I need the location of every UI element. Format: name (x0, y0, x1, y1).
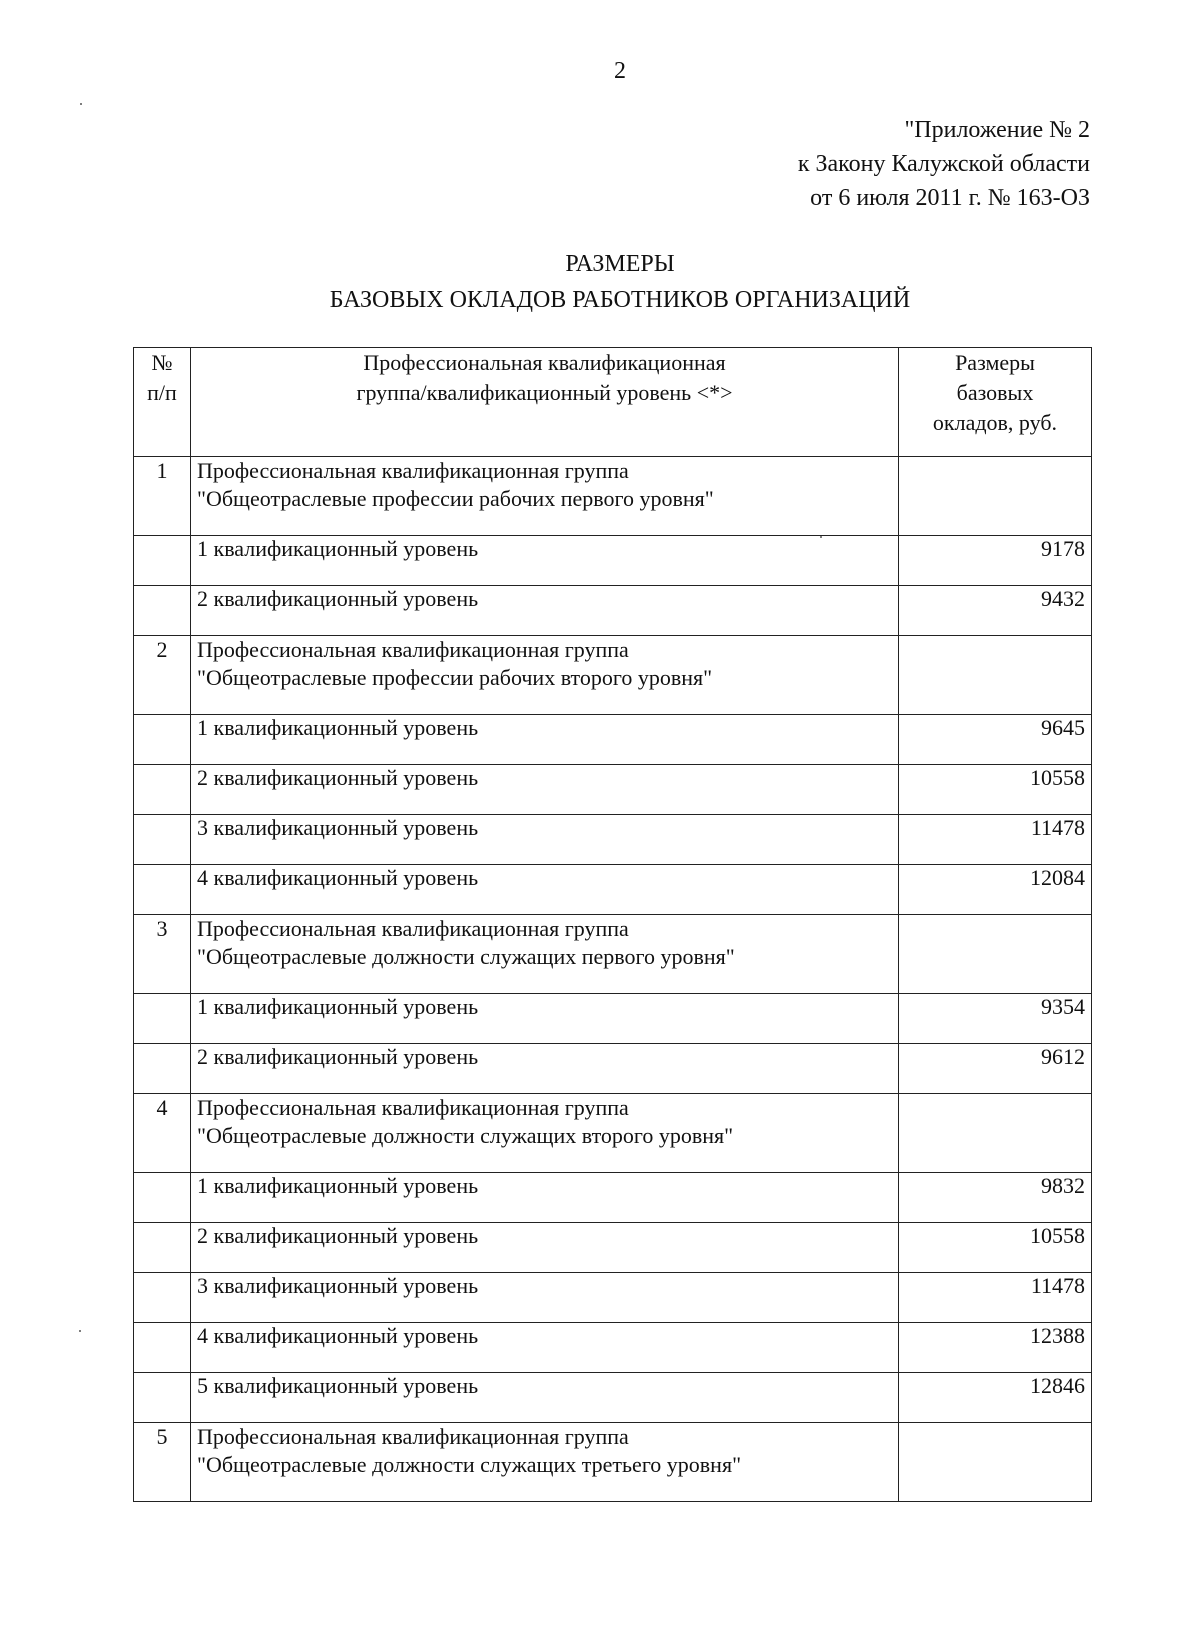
salary-value: 9354 (899, 994, 1092, 1044)
row-number: 5 (134, 1423, 191, 1502)
header-group-level (191, 348, 899, 457)
group-row (134, 915, 1092, 994)
group-title: Профессиональная квалификационная группа (197, 916, 629, 941)
level-row (134, 536, 1092, 586)
header-text: Профессиональная квалификационная (363, 350, 726, 375)
salary-value: 10558 (899, 1223, 1092, 1273)
group-title: Профессиональная квалификационная группа (197, 1424, 629, 1449)
level-row (134, 715, 1092, 765)
row-number (134, 1273, 191, 1323)
group-row (134, 636, 1092, 715)
header-number (134, 348, 191, 457)
row-number: 4 (134, 1094, 191, 1173)
level-label: 3 квалификационный уровень (191, 1273, 899, 1323)
salary-value: 9432 (899, 586, 1092, 636)
level-label: 3 квалификационный уровень (191, 815, 899, 865)
group-name (191, 636, 899, 715)
level-label: 1 квалификационный уровень (191, 994, 899, 1044)
row-number (134, 1044, 191, 1094)
level-row (134, 1323, 1092, 1373)
header-text: базовых (956, 380, 1034, 405)
header-text: п/п (147, 380, 177, 405)
group-name (191, 1094, 899, 1173)
header-text: окладов, руб. (932, 410, 1058, 435)
level-label: 1 квалификационный уровень (191, 1173, 899, 1223)
row-number: 3 (134, 915, 191, 994)
level-label: 4 квалификационный уровень (191, 865, 899, 915)
group-title: Профессиональная квалификационная группа (197, 637, 629, 662)
salary-value (899, 915, 1092, 994)
group-name (191, 1423, 899, 1502)
level-row (134, 1373, 1092, 1423)
level-label: 2 квалификационный уровень (191, 1223, 899, 1273)
salary-value: 12388 (899, 1323, 1092, 1373)
salary-value (899, 457, 1092, 536)
salary-value: 12084 (899, 865, 1092, 915)
table-header-row (134, 348, 1092, 457)
group-row (134, 1094, 1092, 1173)
group-row (134, 1423, 1092, 1502)
group-subtitle: "Общеотраслевые должности служащих первого уровня" (197, 944, 735, 969)
scan-speck (79, 1330, 81, 1332)
level-row (134, 815, 1092, 865)
salary-value: 10558 (899, 765, 1092, 815)
row-number (134, 765, 191, 815)
table-body (134, 457, 1092, 1502)
scan-speck (820, 536, 822, 538)
level-row (134, 865, 1092, 915)
group-subtitle: "Общеотраслевые должности служащих второго уровня" (197, 1123, 734, 1148)
group-subtitle: "Общеотраслевые профессии рабочих второго уровня" (197, 665, 713, 690)
appendix-line: от 6 июля 2011 г. № 163-ОЗ (810, 185, 1090, 211)
row-number (134, 1173, 191, 1223)
salary-value (899, 1423, 1092, 1502)
level-row (134, 1044, 1092, 1094)
row-number (134, 815, 191, 865)
level-label: 2 квалификационный уровень (191, 586, 899, 636)
row-number (134, 865, 191, 915)
salary-table (133, 347, 1092, 1502)
row-number (134, 1373, 191, 1423)
group-title: Профессиональная квалификационная группа (197, 458, 629, 483)
group-subtitle: "Общеотраслевые профессии рабочих первого уровня" (197, 486, 714, 511)
title-line: РАЗМЕРЫ (565, 251, 675, 277)
appendix-line: "Приложение № 2 (904, 117, 1090, 143)
header-text: Размеры (955, 350, 1035, 375)
level-label: 4 квалификационный уровень (191, 1323, 899, 1373)
row-number (134, 1223, 191, 1273)
row-number (134, 994, 191, 1044)
page-number: 2 (614, 58, 626, 84)
header-text: № (151, 350, 173, 375)
row-number: 2 (134, 636, 191, 715)
header-salary (899, 348, 1092, 457)
row-number (134, 715, 191, 765)
appendix-reference (798, 113, 1090, 215)
salary-value (899, 636, 1092, 715)
level-label: 2 квалификационный уровень (191, 765, 899, 815)
salary-value (899, 1094, 1092, 1173)
header-text: группа/квалификационный уровень <*> (356, 380, 733, 405)
level-row (134, 1273, 1092, 1323)
level-label: 1 квалификационный уровень (191, 715, 899, 765)
appendix-line: к Закону Калужской области (797, 151, 1090, 177)
salary-value: 9612 (899, 1044, 1092, 1094)
salary-value: 9832 (899, 1173, 1092, 1223)
title-line: БАЗОВЫХ ОКЛАДОВ РАБОТНИКОВ ОРГАНИЗАЦИЙ (329, 287, 911, 313)
level-label: 2 квалификационный уровень (191, 1044, 899, 1094)
row-number (134, 536, 191, 586)
salary-value: 11478 (899, 815, 1092, 865)
group-name (191, 457, 899, 536)
row-number: 1 (134, 457, 191, 536)
level-label: 1 квалификационный уровень (191, 536, 899, 586)
group-title: Профессиональная квалификационная группа (197, 1095, 629, 1120)
salary-value: 9178 (899, 536, 1092, 586)
level-label: 5 квалификационный уровень (191, 1373, 899, 1423)
group-subtitle: "Общеотраслевые должности служащих третьего уровня" (197, 1452, 742, 1477)
document-title (0, 246, 1200, 318)
salary-value: 11478 (899, 1273, 1092, 1323)
level-row (134, 586, 1092, 636)
row-number (134, 586, 191, 636)
level-row (134, 1173, 1092, 1223)
level-row (134, 1223, 1092, 1273)
level-row (134, 994, 1092, 1044)
salary-value: 9645 (899, 715, 1092, 765)
salary-value: 12846 (899, 1373, 1092, 1423)
group-row (134, 457, 1092, 536)
row-number (134, 1323, 191, 1373)
scan-speck (80, 103, 82, 105)
group-name (191, 915, 899, 994)
level-row (134, 765, 1092, 815)
